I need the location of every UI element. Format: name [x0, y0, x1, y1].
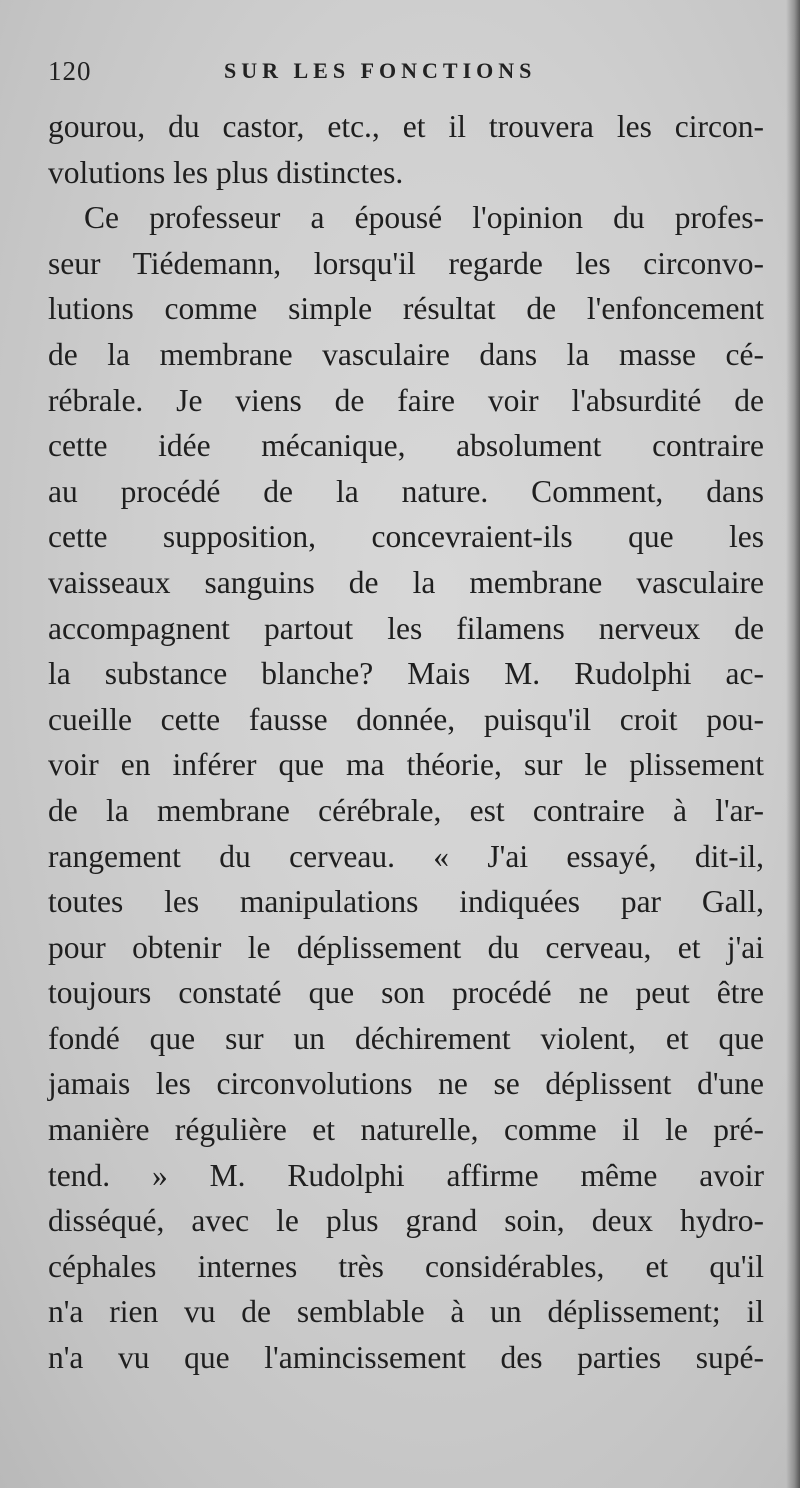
text-line: cette supposition, concevraient-ils que les — [48, 519, 764, 555]
text-line: au procédé de la nature. Comment, dans — [48, 473, 764, 509]
page-gutter-shadow — [786, 0, 800, 1488]
text-line: toutes les manipulations indiquées par Gall, — [48, 884, 764, 920]
text-line: gourou, du castor, etc., et il trouvera les circon- — [48, 109, 764, 144]
text-line: céphales internes très considérables, et qu'il — [48, 1248, 764, 1284]
text-line: fondé que sur un déchirement violent, et que — [48, 1020, 764, 1056]
text-line: de la membrane cérébrale, est contraire à l'ar- — [48, 792, 764, 828]
text-line: lutions comme simple résultat de l'enfoncement — [48, 291, 764, 327]
running-title: SUR LES FONCTIONS — [224, 58, 537, 83]
text-line: seur Tiédemann, lorsqu'il regarde les circonvo- — [48, 245, 764, 281]
text-line: volutions les plus distinctes. — [48, 154, 404, 190]
text-line: rébrale. Je viens de faire voir l'absurdité de — [48, 382, 764, 418]
text-line: vaisseaux sanguins de la membrane vasculaire — [48, 564, 764, 600]
text-line: n'a rien vu de semblable à un déplissement; il — [48, 1294, 764, 1330]
text-line: voir en inférer que ma théorie, sur le plissement — [48, 747, 764, 783]
text-line: toujours constaté que son procédé ne peut être — [48, 975, 764, 1011]
text-line: accompagnent partout les filamens nerveux de — [48, 610, 764, 646]
text-line: de la membrane vasculaire dans la masse cé- — [48, 336, 764, 372]
text-line: jamais les circonvolutions ne se déplissent d'une — [48, 1066, 764, 1102]
text-line: pour obtenir le déplissement du cerveau, et j'ai — [48, 929, 764, 965]
text-line: cette idée mécanique, absolument contraire — [48, 428, 764, 464]
text-line: rangement du cerveau. « J'ai essayé, dit-il, — [48, 838, 764, 874]
text-line: Ce professeur a épousé l'opinion du profes- — [84, 200, 764, 236]
text-line: tend. » M. Rudolphi affirme même avoir — [48, 1157, 764, 1193]
text-line: manière régulière et naturelle, comme il le pré- — [48, 1112, 764, 1148]
text-line: cueille cette fausse donnée, puisqu'il croit pou- — [48, 701, 764, 737]
page-number: 120 — [48, 56, 92, 86]
text-line: n'a vu que l'amincissement des parties supé- — [48, 1340, 764, 1376]
text-line: disséqué, avec le plus grand soin, deux hydro- — [48, 1203, 764, 1239]
page-header — [48, 56, 760, 90]
body-text — [48, 104, 764, 1381]
text-line: la substance blanche? Mais M. Rudolphi ac- — [48, 656, 764, 692]
